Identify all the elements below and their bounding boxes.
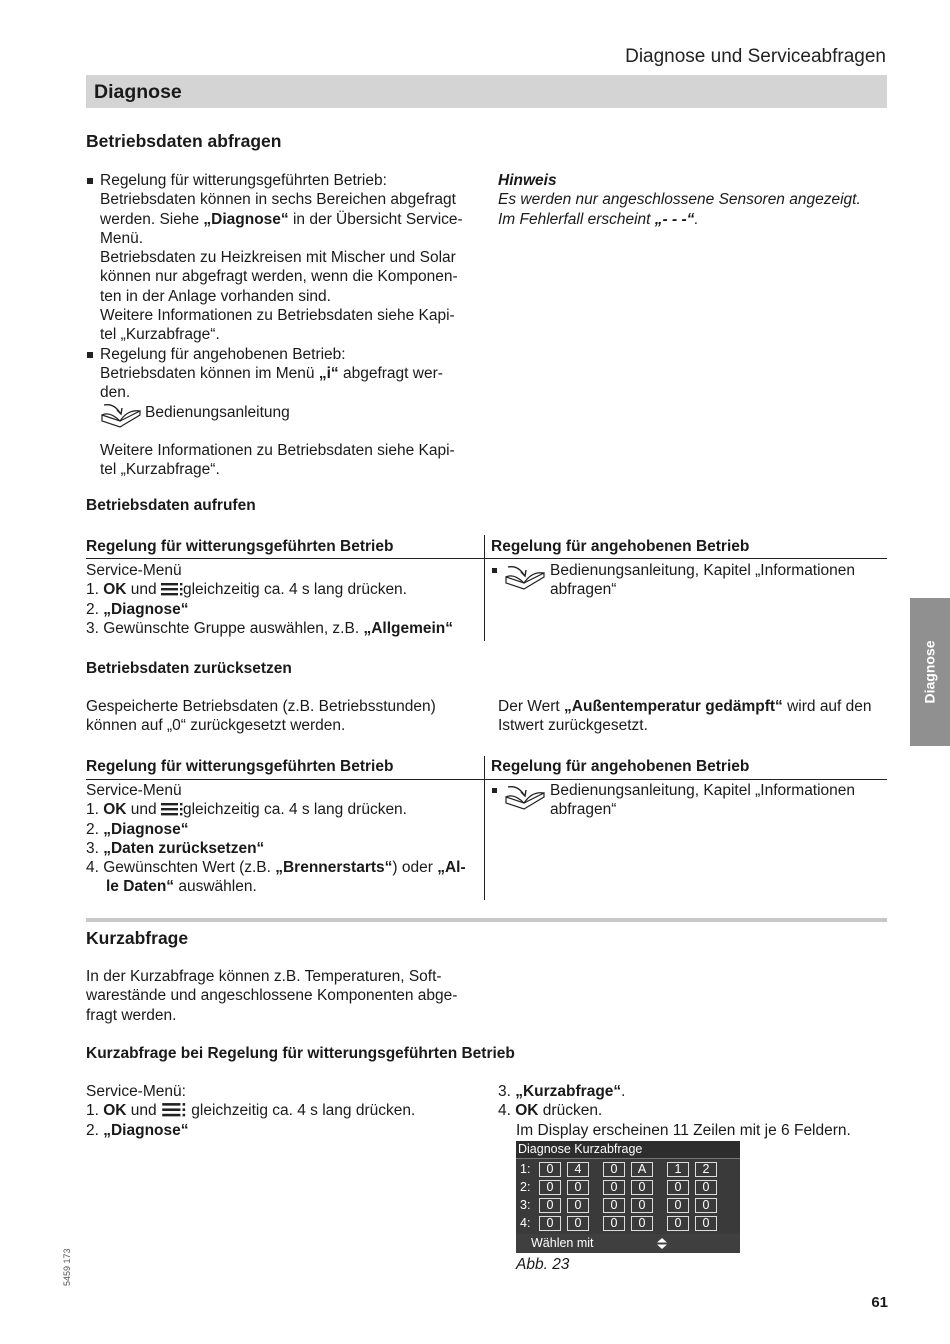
menu-icon bbox=[161, 582, 183, 596]
display-field: A bbox=[631, 1162, 653, 1177]
display-field: 0 bbox=[603, 1216, 625, 1231]
manual-book-icon bbox=[503, 783, 547, 815]
text-line: 2. „Diagnose“ bbox=[86, 820, 189, 838]
up-down-arrows-icon bbox=[656, 1237, 668, 1250]
text-line: Bedienungsanleitung, Kapitel „Informationen bbox=[550, 782, 856, 799]
display-footer-text: Wählen mit bbox=[531, 1236, 594, 1250]
kurzabfrage-steps-right bbox=[498, 1082, 851, 1140]
text-line: wareständе und angeschlossene Komponenten abge- bbox=[86, 987, 458, 1005]
table-header-rule bbox=[86, 558, 887, 559]
zuruecksetzen-steps bbox=[86, 781, 466, 897]
text-line: 3. „Kurzabfrage“. bbox=[498, 1083, 626, 1100]
text-line: Weitere Informationen zu Betriebsdaten siehe Kapi- bbox=[100, 307, 455, 325]
page-number: 61 bbox=[871, 1294, 888, 1311]
bullet bbox=[492, 788, 497, 793]
display-field: 0 bbox=[631, 1216, 653, 1231]
figure-caption: Abb. 23 bbox=[516, 1256, 570, 1273]
heading-kurzabfrage-witterung: Kurzabfrage bei Regelung für witterungsgeführten Betrieb bbox=[86, 1045, 515, 1062]
text-line: können nur abgefragt werden, wenn die Komponen- bbox=[100, 268, 458, 286]
aufrufen-steps bbox=[86, 561, 453, 638]
bullet bbox=[87, 352, 93, 358]
display-field: 0 bbox=[567, 1198, 589, 1213]
table-header-witterung: Regelung für witterungsgeführten Betrieb bbox=[86, 538, 394, 555]
text-line: Regelung für angehobenen Betrieb: bbox=[100, 345, 346, 363]
display-field: 2 bbox=[695, 1162, 717, 1177]
text-line: 2. „Diagnose“ bbox=[86, 600, 189, 618]
running-header-title: Diagnose und Serviceabfragen bbox=[625, 46, 886, 67]
text-line: Der Wert „Außentemperatur gedämpft“ wird auf den bbox=[498, 698, 872, 715]
display-field: 0 bbox=[539, 1162, 561, 1177]
display-footer bbox=[516, 1234, 740, 1253]
heading-betriebsdaten-abfragen: Betriebsdaten abfragen bbox=[86, 131, 282, 151]
text-line: können auf „0“ zurückgesetzt werden. bbox=[86, 717, 346, 735]
display-field: 0 bbox=[667, 1216, 689, 1231]
display-title: Diagnose Kurzabfrage bbox=[516, 1141, 740, 1159]
text-line: Im Fehlerfall erscheint „- - -“. bbox=[498, 210, 699, 228]
menu-icon bbox=[161, 1102, 187, 1117]
display-field: 4 bbox=[567, 1162, 589, 1177]
text-line: Betriebsdaten können im Menü „i“ abgefragt wer- bbox=[100, 364, 443, 382]
hinweis-note bbox=[498, 171, 861, 229]
table-column-divider bbox=[484, 535, 485, 641]
aufrufen-angehoben bbox=[491, 561, 881, 600]
text-line: Regelung für witterungsgeführten Betrieb: bbox=[100, 172, 387, 189]
display-field: 0 bbox=[539, 1198, 561, 1213]
display-row-label: 2: bbox=[520, 1180, 531, 1194]
text-line: abfragen“ bbox=[550, 801, 617, 819]
text-line: Service-Menü bbox=[86, 782, 182, 799]
text-line: abfragen“ bbox=[550, 581, 617, 599]
bullet bbox=[492, 568, 497, 573]
text-line: den. bbox=[100, 384, 131, 402]
text-line: Gespeicherte Betriebsdaten (z.B. Betriebsstunden) bbox=[86, 698, 436, 715]
sidebar-chapter-tab bbox=[910, 598, 950, 746]
display-field: 0 bbox=[603, 1162, 625, 1177]
display-row bbox=[516, 1197, 740, 1213]
manual-book-icon bbox=[100, 401, 142, 433]
table-header-rule bbox=[86, 779, 887, 780]
text-line: Bedienungsanleitung, Kapitel „Informationen bbox=[550, 562, 856, 579]
display-field: 0 bbox=[603, 1180, 625, 1195]
display-field: 0 bbox=[631, 1198, 653, 1213]
zuruecksetzen-intro bbox=[86, 697, 436, 736]
text-line: le Daten“ auswählen. bbox=[106, 878, 257, 896]
text-line: 1. OK und gleichzeitig ca. 4 s lang drücken. bbox=[86, 581, 407, 599]
display-row-label: 3: bbox=[520, 1198, 531, 1212]
section-title-bar bbox=[86, 75, 887, 108]
bullet bbox=[87, 178, 93, 184]
text-line: Service-Menü: bbox=[86, 1083, 186, 1100]
betriebsdaten-abfragen-text bbox=[86, 171, 486, 479]
kurzabfrage-intro bbox=[86, 967, 457, 1025]
text-line: Im Display erscheinen 11 Zeilen mit je 6 Feldern. bbox=[516, 1121, 851, 1139]
menu-icon bbox=[161, 802, 183, 816]
hinweis-title: Hinweis bbox=[498, 172, 557, 189]
heading-betriebsdaten-aufrufen: Betriebsdaten aufrufen bbox=[86, 497, 256, 514]
table-header-angehoben: Regelung für angehobenen Betrieb bbox=[491, 758, 750, 775]
display-row bbox=[516, 1179, 740, 1195]
text-line: Menü. bbox=[100, 229, 144, 247]
section-divider bbox=[86, 918, 887, 922]
text-line: Weitere Informationen zu Betriebsdaten siehe Kapi- bbox=[100, 441, 455, 459]
display-field: 0 bbox=[567, 1216, 589, 1231]
display-field: 0 bbox=[695, 1180, 717, 1195]
text-line: 1. OK und gleichzeitig ca. 4 s lang drücken. bbox=[86, 1102, 416, 1120]
text-line: 3. „Daten zurücksetzen“ bbox=[86, 839, 265, 857]
display-row bbox=[516, 1161, 740, 1177]
table-header-angehoben: Regelung für angehobenen Betrieb bbox=[491, 538, 750, 555]
display-row-label: 4: bbox=[520, 1216, 531, 1230]
document-number: 5459 173 bbox=[62, 1248, 72, 1286]
kurzabfrage-steps-left bbox=[86, 1082, 415, 1140]
text-line: Betriebsdaten zu Heizkreisen mit Mischer und Solar bbox=[100, 249, 456, 267]
text-line: fragt werden. bbox=[86, 1006, 177, 1024]
text-line: Istwert zurückgesetzt. bbox=[498, 717, 648, 735]
heading-kurzabfrage: Kurzabfrage bbox=[86, 928, 189, 948]
text-line: tel „Kurzabfrage“. bbox=[100, 326, 220, 344]
display-field: 0 bbox=[695, 1216, 717, 1231]
zuruecksetzen-angehoben bbox=[491, 781, 881, 820]
text-line: 3. Gewünschte Gruppe auswählen, z.B. „Allgemein“ bbox=[86, 619, 454, 637]
section-title: Diagnose bbox=[94, 81, 182, 103]
manual-book-icon bbox=[503, 563, 547, 595]
text-line: Betriebsdaten können in sechs Bereichen abgefragt bbox=[100, 191, 456, 209]
text-line: Es werden nur angeschlossene Sensoren angezeigt. bbox=[498, 191, 861, 209]
table-header-witterung: Regelung für witterungsgeführten Betrieb bbox=[86, 758, 394, 775]
display-row bbox=[516, 1215, 740, 1231]
display-field: 0 bbox=[631, 1180, 653, 1195]
sidebar-chapter-label: Diagnose bbox=[921, 640, 938, 704]
text-line: 2. „Diagnose“ bbox=[86, 1121, 189, 1139]
text-line: Service-Menü bbox=[86, 562, 182, 579]
text-line: tel „Kurzabfrage“. bbox=[100, 460, 220, 478]
text-line: 4. OK drücken. bbox=[498, 1102, 603, 1120]
display-field: 0 bbox=[567, 1180, 589, 1195]
text-line: 4. Gewünschten Wert (z.B. „Brennerstarts“) oder „Al- bbox=[86, 859, 466, 877]
display-row-label: 1: bbox=[520, 1162, 531, 1176]
text-line: werden. Siehe „Diagnose“ in der Übersicht Service- bbox=[100, 210, 463, 228]
display-field: 0 bbox=[667, 1198, 689, 1213]
display-field: 1 bbox=[667, 1162, 689, 1177]
display-field: 0 bbox=[695, 1198, 717, 1213]
text-line: In der Kurzabfrage können z.B. Temperaturen, Soft- bbox=[86, 968, 442, 985]
display-field: 0 bbox=[667, 1180, 689, 1195]
table-column-divider bbox=[484, 756, 485, 900]
display-field: 0 bbox=[539, 1216, 561, 1231]
manual-reference: Bedienungsanleitung bbox=[145, 403, 290, 421]
heading-betriebsdaten-zuruecksetzen: Betriebsdaten zurücksetzen bbox=[86, 660, 292, 677]
display-field: 0 bbox=[603, 1198, 625, 1213]
text-line: 1. OK und gleichzeitig ca. 4 s lang drücken. bbox=[86, 801, 407, 819]
display-field: 0 bbox=[539, 1180, 561, 1195]
text-line: ten in der Anlage vorhanden sind. bbox=[100, 287, 331, 305]
zuruecksetzen-note bbox=[498, 697, 872, 736]
